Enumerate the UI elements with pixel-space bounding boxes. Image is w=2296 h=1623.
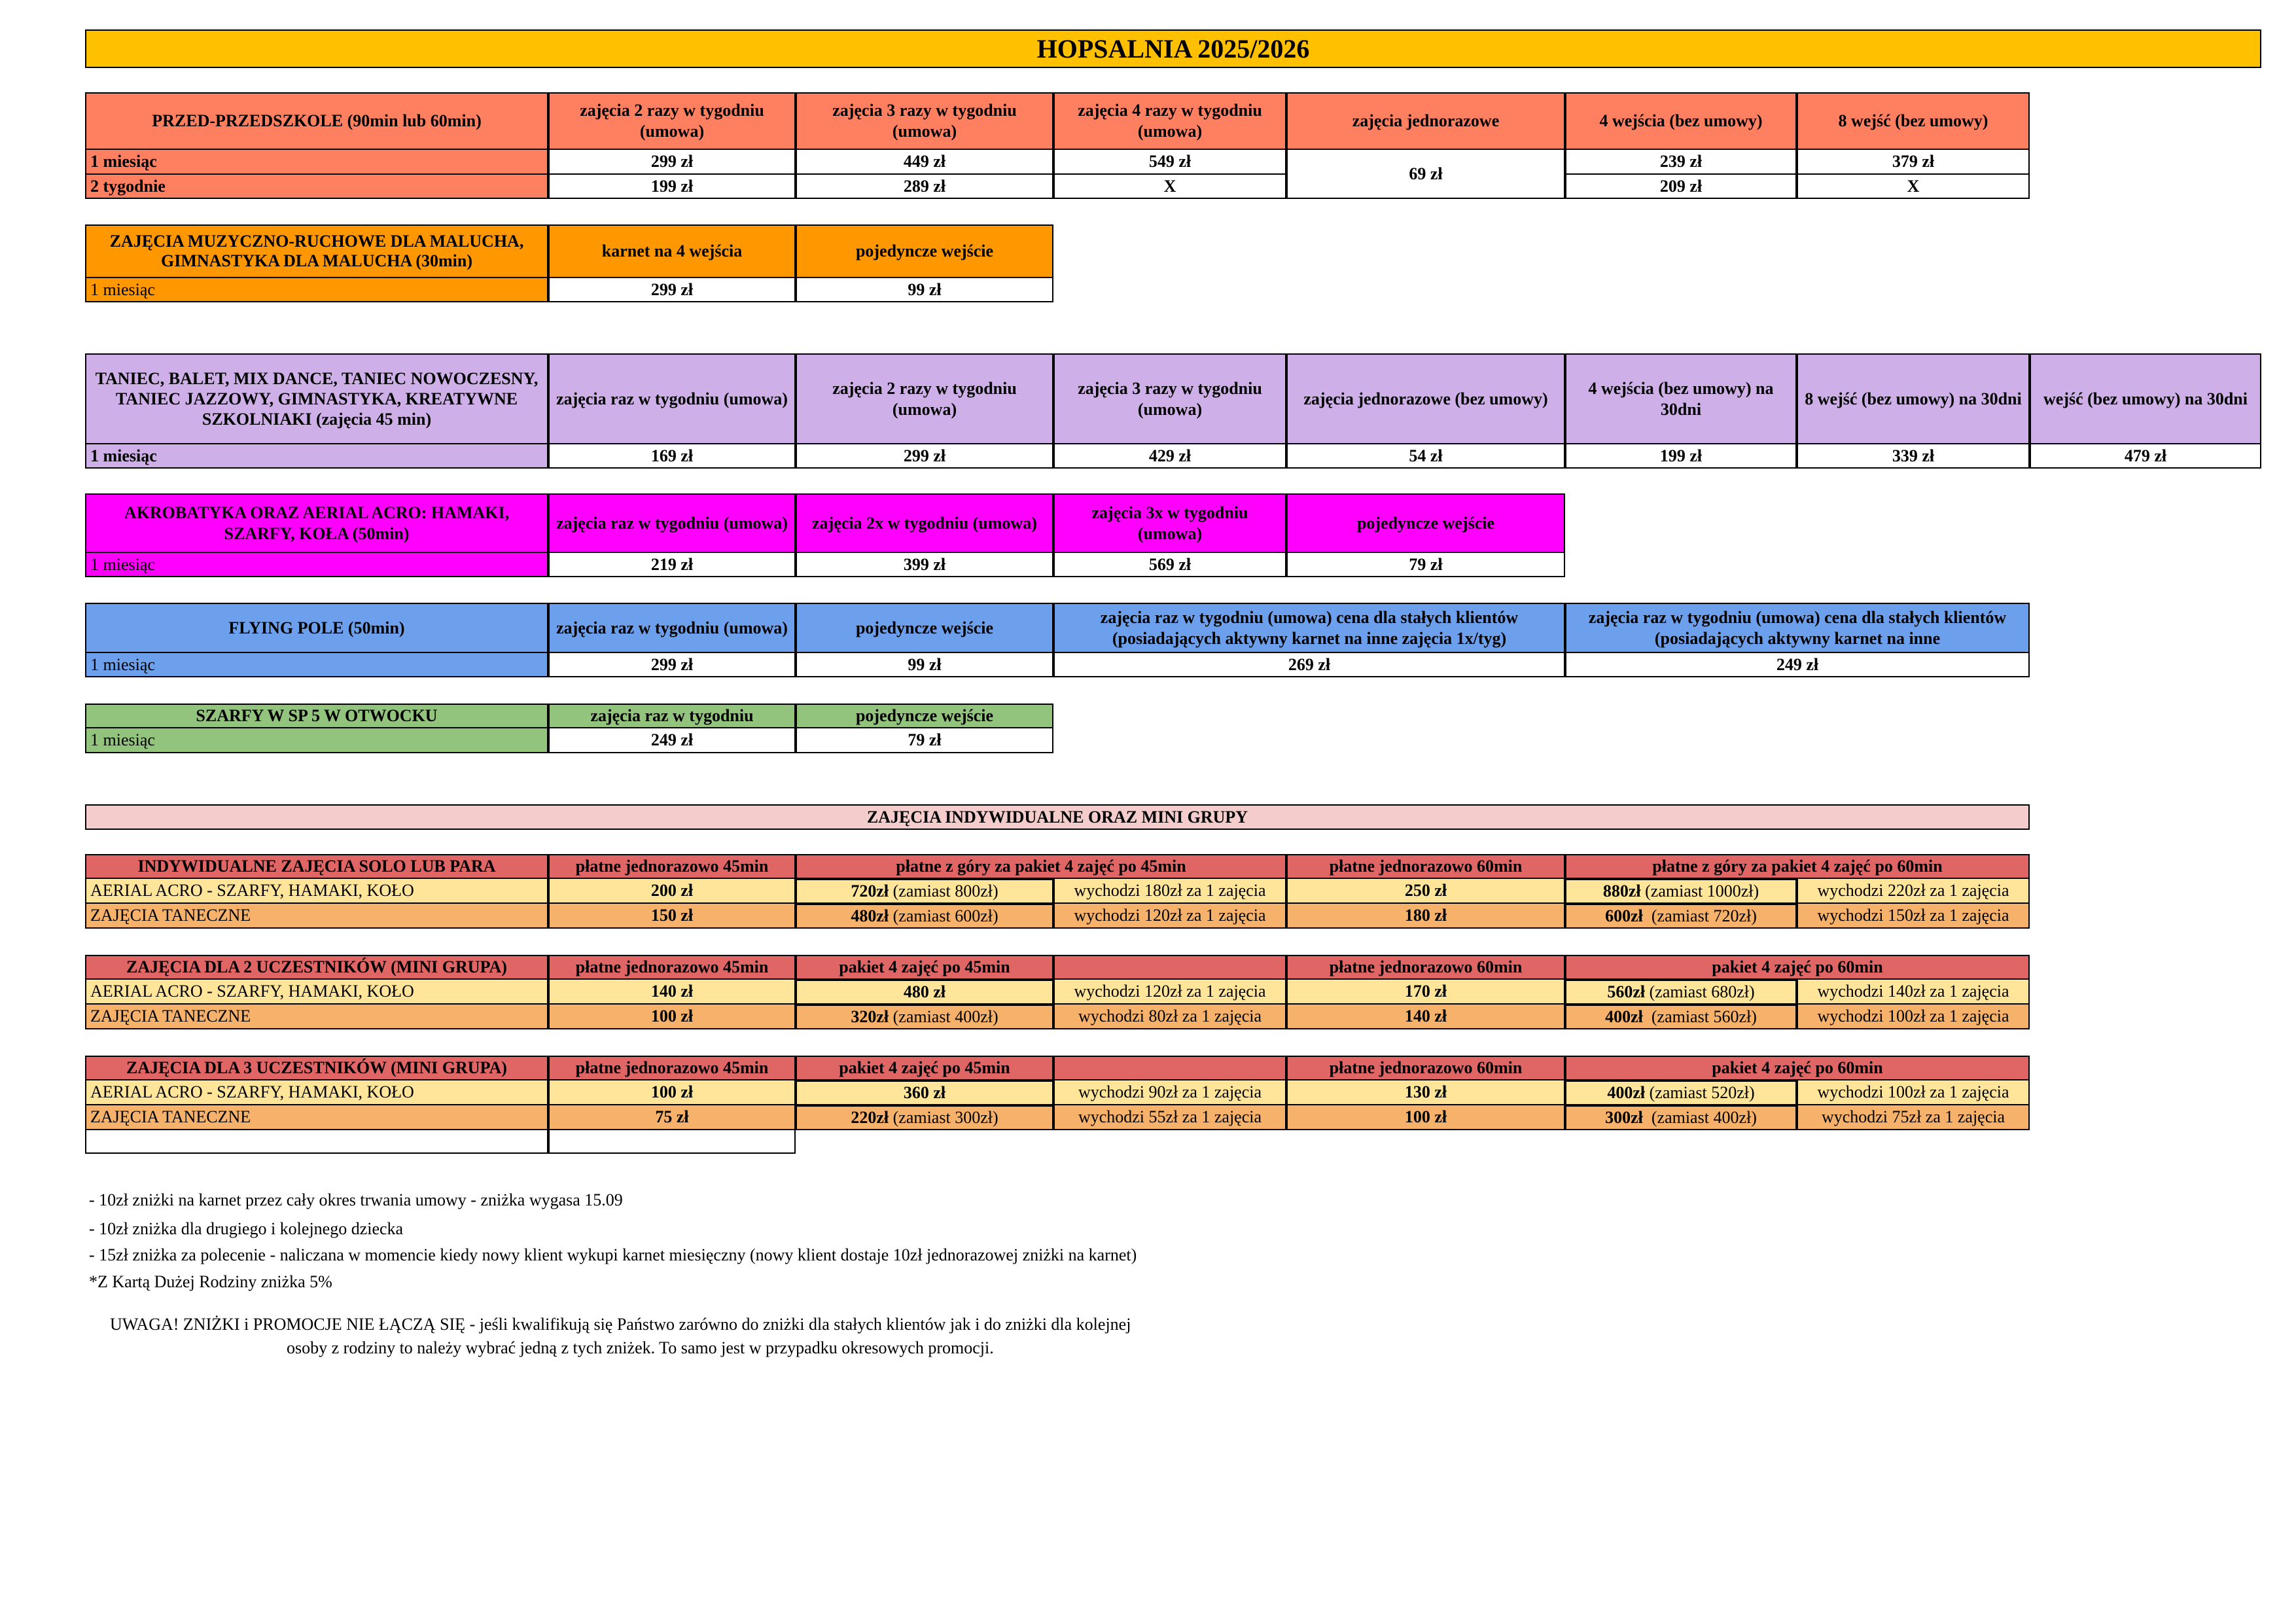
package-price-cell	[1565, 879, 1797, 904]
price-cell-text: 289 zł	[903, 176, 946, 196]
column-header-text: zajęcia jednorazowe (bez umowy)	[1303, 389, 1548, 408]
column-header	[796, 603, 1053, 653]
price-cell-text: 199 zł	[1659, 446, 1703, 465]
row-label	[85, 1005, 548, 1029]
note-discount-contract: - 10zł zniżki na karnet przez cały okres trwania umowy - zniżka wygasa 15.09	[89, 1190, 623, 1209]
price-cell	[796, 728, 1053, 753]
package-price-cell	[1565, 1005, 1797, 1029]
price-cell-text: 339 zł	[1892, 446, 1935, 465]
column-header	[548, 854, 796, 879]
package-price-cell-price: 560zł	[1607, 982, 1646, 1001]
column-header-text: zajęcia 2 razy w tygodniu (umowa)	[832, 378, 1017, 419]
row-label	[85, 150, 548, 175]
section-title-duo-text: ZAJĘCIA DLA 2 UCZESTNIKÓW (MINI GRUPA)	[126, 957, 507, 976]
row-label-text: ZAJĘCIA TANECZNE	[90, 1107, 251, 1126]
price-cell	[1053, 175, 1286, 199]
price-cell	[1053, 653, 1565, 677]
price-cell-text: 140 zł	[650, 982, 694, 1001]
column-header	[1053, 603, 1565, 653]
price-cell	[1286, 879, 1565, 904]
column-header-text: 8 wejść (bez umowy)	[1838, 111, 1988, 130]
page-title	[85, 29, 2261, 68]
column-header-text: zajęcia 4 razy w tygodniu (umowa)	[1078, 101, 1262, 141]
price-cell	[2030, 444, 2261, 469]
column-header	[1565, 854, 2030, 879]
price-cell	[548, 278, 796, 302]
section-title-duo	[85, 955, 548, 980]
row-label	[85, 278, 548, 302]
section-title-flying-pole	[85, 603, 548, 653]
column-header-text: płatne jednorazowo 60min	[1329, 1058, 1523, 1077]
package-price-cell-price: 360 zł	[903, 1083, 946, 1102]
price-cell-text: 54 zł	[1409, 446, 1443, 465]
column-header	[548, 1056, 796, 1080]
column-header	[796, 224, 1053, 278]
package-price-cell	[1565, 1080, 1797, 1105]
column-header-text: zajęcia 3 razy w tygodniu (umowa)	[832, 101, 1017, 141]
price-cell-text: 79 zł	[908, 730, 942, 749]
page-title-text: HOPSALNIA 2025/2026	[1036, 33, 1310, 63]
note-large-family-card: *Z Kartą Dużej Rodziny zniżka 5%	[89, 1272, 332, 1291]
column-header	[1053, 92, 1286, 150]
column-header-text: zajęcia 3 razy w tygodniu (umowa)	[1078, 378, 1262, 419]
price-cell	[548, 904, 796, 929]
package-price-cell-price: 480 zł	[903, 982, 946, 1001]
package-price-cell-price: 480zł	[851, 906, 889, 925]
row-label-text: 1 miesiąc	[90, 654, 155, 674]
price-cell-text: 299 zł	[650, 152, 694, 171]
column-header	[1797, 92, 2030, 150]
column-header	[796, 493, 1053, 553]
price-cell	[1053, 553, 1286, 577]
price-cell-text: 299 zł	[650, 654, 694, 674]
column-header-text: płatne jednorazowo 45min	[575, 1058, 769, 1077]
column-header	[1286, 955, 1565, 980]
column-header-empty	[1053, 955, 1286, 980]
per-class-cell-text: wychodzi 90zł za 1 zajęcia	[1078, 1082, 1262, 1101]
note-discount-referral: - 15zł zniżka za polecenie - naliczana w momencie kiedy nowy klient wykupi karnet miesięczny (nowy klient dostaje 10zł jednorazowej zniżki na karnet)	[89, 1245, 1137, 1264]
price-cell-text: 249 zł	[650, 730, 694, 749]
column-header-text: zajęcia 2x w tygodniu (umowa)	[812, 513, 1037, 533]
price-cell	[548, 150, 796, 175]
column-header-text: 4 wejścia (bez umowy) na 30dni	[1588, 378, 1774, 419]
row-label	[85, 728, 548, 753]
note-discount-sibling: - 10zł zniżka dla drugiego i kolejnego dziecka	[89, 1219, 404, 1238]
section-title-maluch-text: ZAJĘCIA MUZYCZNO-RUCHOWE DLA MALUCHA, GIMNASTYKA DLA MALUCHA (30min)	[109, 232, 524, 270]
column-header-text: zajęcia raz w tygodniu	[590, 706, 754, 725]
section-title-solo	[85, 854, 548, 879]
price-cell-text: 429 zł	[1148, 446, 1192, 465]
per-class-cell	[1053, 1080, 1286, 1105]
column-header-text: pojedyncze wejście	[1356, 513, 1495, 533]
per-class-cell-text: wychodzi 100zł za 1 zajęcia	[1817, 1082, 2009, 1101]
column-header-empty	[1053, 1056, 1286, 1080]
column-header	[1565, 1056, 2030, 1080]
price-cell-text: 479 zł	[2124, 446, 2167, 465]
package-price-cell-price: 600zł	[1605, 906, 1643, 925]
column-header	[1565, 603, 2030, 653]
package-price-cell-price: 300zł	[1605, 1108, 1643, 1127]
price-cell	[1797, 175, 2030, 199]
column-header-text: pakiet 4 zajęć po 45min	[839, 957, 1010, 976]
row-label-text: 2 tygodnie	[90, 176, 166, 196]
per-class-cell-text: wychodzi 75zł za 1 zajęcia	[1821, 1107, 2005, 1126]
per-class-cell	[1053, 980, 1286, 1005]
price-cell	[1286, 1005, 1565, 1029]
price-cell	[1286, 904, 1565, 929]
per-class-cell-text: wychodzi 120zł za 1 zajęcia	[1074, 982, 1266, 1001]
price-cell-text: 75 zł	[655, 1107, 689, 1126]
price-cell-text: 100 zł	[650, 1007, 694, 1026]
per-class-cell	[1797, 879, 2030, 904]
column-header	[1565, 353, 1797, 444]
empty-cell	[85, 1130, 548, 1154]
section-title-flying-pole-text: FLYING POLE (50min)	[228, 618, 405, 637]
column-header-text: 4 wejścia (bez umowy)	[1599, 111, 1763, 130]
price-cell	[548, 444, 796, 469]
price-cell-text: 399 zł	[903, 554, 946, 574]
price-cell-text: 569 zł	[1148, 554, 1192, 574]
price-cell-text: 239 zł	[1659, 152, 1703, 171]
column-header-text: płatne jednorazowo 60min	[1329, 957, 1523, 976]
price-cell	[796, 653, 1053, 677]
package-price-cell-old-price: (zamiast 400zł)	[889, 1007, 998, 1026]
column-header	[548, 493, 796, 553]
per-class-cell	[1053, 1105, 1286, 1130]
price-cell	[1565, 150, 1797, 175]
package-price-cell-price: 880zł	[1602, 882, 1641, 901]
row-label-text: 1 miesiąc	[90, 446, 157, 465]
column-header-text: pakiet 4 zajęć po 45min	[839, 1058, 1010, 1077]
per-class-cell-text: wychodzi 120zł za 1 zajęcia	[1074, 906, 1266, 925]
column-header	[548, 704, 796, 728]
section-title-szarfy-text: SZARFY W SP 5 W OTWOCKU	[196, 706, 438, 725]
price-cell-text: X	[1907, 176, 1920, 196]
price-cell-text: 180 zł	[1404, 906, 1447, 925]
column-header-text: zajęcia 3x w tygodniu (umowa)	[1091, 503, 1248, 543]
column-header	[796, 704, 1053, 728]
column-header-text: płatne z góry za pakiet 4 zajęć po 60min	[1652, 857, 1943, 876]
warning-text-line1: UWAGA! ZNIŻKI i PROMOCJE NIE ŁĄCZĄ SIĘ - jeśli kwalifikują się Państwo zarówno do zniżki dla stałych klientów jak i do zniżki dla kolejnej	[110, 1315, 1131, 1334]
package-price-cell-price: 220zł	[851, 1108, 889, 1127]
per-class-cell	[1797, 1105, 2030, 1130]
price-cell-text: 169 zł	[650, 446, 694, 465]
section-title-przedszkole-text: PRZED-PRZEDSZKOLE (90min lub 60min)	[152, 111, 482, 130]
price-cell	[548, 553, 796, 577]
price-cell	[548, 175, 796, 199]
price-cell-text: 170 zł	[1404, 982, 1447, 1001]
package-price-cell-old-price: (zamiast 520zł)	[1645, 1083, 1755, 1102]
per-class-cell-text: wychodzi 220zł za 1 zajęcia	[1817, 881, 2009, 900]
row-label	[85, 1080, 548, 1105]
section-title-szarfy	[85, 704, 548, 728]
column-header	[548, 92, 796, 150]
section-title-akrobatyka	[85, 493, 548, 553]
column-header	[796, 353, 1053, 444]
price-cell-text: 209 zł	[1659, 176, 1703, 196]
section-title-akrobatyka-text: AKROBATYKA ORAZ AERIAL ACRO: HAMAKI, SZARFY, KOŁA (50min)	[124, 503, 510, 543]
price-cell-text: 100 zł	[1404, 1107, 1447, 1126]
column-header	[1565, 92, 1797, 150]
price-cell	[1797, 444, 2030, 469]
section-title-trio-text: ZAJĘCIA DLA 3 UCZESTNIKÓW (MINI GRUPA)	[126, 1058, 507, 1077]
column-header-text: pojedyncze wejście	[855, 241, 994, 260]
price-cell	[548, 728, 796, 753]
package-price-cell	[1565, 980, 1797, 1005]
row-label	[85, 653, 548, 677]
per-class-cell	[1053, 1005, 1286, 1029]
column-header-text: zajęcia jednorazowe	[1352, 111, 1500, 130]
row-label-text: ZAJĘCIA TANECZNE	[90, 1007, 251, 1026]
section-title-indywidualne	[85, 804, 2030, 830]
price-cell	[548, 1105, 796, 1130]
column-header	[1286, 353, 1565, 444]
package-price-cell	[796, 879, 1053, 904]
column-header	[796, 955, 1053, 980]
column-header	[1053, 353, 1286, 444]
per-class-cell	[1797, 1005, 2030, 1029]
per-class-cell	[1797, 980, 2030, 1005]
price-cell-text: 99 zł	[908, 654, 942, 674]
price-cell	[1565, 175, 1797, 199]
section-title-przedszkole	[85, 92, 548, 150]
column-header-text: zajęcia raz w tygodniu (umowa) cena dla stałych klientów (posiadających aktywny karnet na inne zajęcia 1x/tyg)	[1100, 607, 1519, 648]
column-header-text: płatne z góry za pakiet 4 zajęć po 45min	[896, 857, 1186, 876]
row-label	[85, 175, 548, 199]
column-header-text: płatne jednorazowo 45min	[575, 957, 769, 976]
section-title-indywidualne-text: ZAJĘCIA INDYWIDUALNE ORAZ MINI GRUPY	[866, 807, 1248, 827]
package-price-cell-old-price: (zamiast 600zł)	[889, 906, 998, 925]
package-price-cell	[1565, 1105, 1797, 1130]
per-class-cell	[1053, 879, 1286, 904]
package-price-cell	[796, 1105, 1053, 1130]
price-cell-text: 549 zł	[1148, 152, 1192, 171]
column-header	[796, 854, 1286, 879]
per-class-cell	[1797, 1080, 2030, 1105]
column-header	[548, 224, 796, 278]
column-header	[548, 353, 796, 444]
section-title-trio	[85, 1056, 548, 1080]
row-label-text: 1 miesiąc	[90, 554, 155, 574]
price-cell-text: 150 zł	[650, 906, 694, 925]
section-title-taniec-text: TANIEC, BALET, MIX DANCE, TANIEC NOWOCZESNY, TANIEC JAZZOWY, GIMNASTYKA, KREATYWNE SZKOLNIAKI (zajęcia 45 min)	[95, 369, 539, 429]
column-header-text: zajęcia raz w tygodniu (umowa)	[556, 513, 788, 533]
column-header-text: karnet na 4 wejścia	[601, 241, 743, 260]
package-price-cell	[796, 980, 1053, 1005]
column-header-text: płatne jednorazowo 60min	[1329, 857, 1523, 876]
package-price-cell	[796, 1080, 1053, 1105]
price-cell-text: 199 zł	[650, 176, 694, 196]
price-cell-text: 130 zł	[1404, 1082, 1447, 1101]
package-price-cell	[796, 904, 1053, 929]
price-cell-text: 99 zł	[908, 279, 942, 299]
column-header-text: pakiet 4 zajęć po 60min	[1712, 957, 1883, 976]
per-class-cell	[1797, 904, 2030, 929]
row-label	[85, 1105, 548, 1130]
price-cell-text: 100 zł	[650, 1082, 694, 1101]
row-label-text: AERIAL ACRO - SZARFY, HAMAKI, KOŁO	[90, 982, 414, 1001]
package-price-cell-old-price: (zamiast 800zł)	[889, 882, 998, 901]
package-price-cell-old-price: (zamiast 400zł)	[1642, 1108, 1757, 1127]
price-cell	[548, 653, 796, 677]
warning-text-line2: osoby z rodziny to należy wybrać jedną z tych zniżek. To samo jest w przypadku okresowych promocji.	[287, 1338, 994, 1357]
price-cell-text: 299 zł	[650, 279, 694, 299]
price-cell-text: 140 zł	[1404, 1007, 1447, 1026]
column-header	[1286, 493, 1565, 553]
price-cell-text: 379 zł	[1892, 152, 1935, 171]
price-cell	[1565, 653, 2030, 677]
package-price-cell-price: 400zł	[1605, 1007, 1643, 1026]
price-cell-single	[1286, 150, 1565, 199]
price-cell-text: 269 zł	[1288, 654, 1331, 674]
section-title-solo-text: INDYWIDUALNE ZAJĘCIA SOLO LUB PARA	[137, 857, 496, 876]
column-header	[2030, 353, 2261, 444]
price-cell-text: 299 zł	[903, 446, 946, 465]
row-label-text: 1 miesiąc	[90, 152, 157, 171]
price-cell	[1286, 1105, 1565, 1130]
price-cell	[548, 1080, 796, 1105]
price-cell	[1565, 444, 1797, 469]
column-header	[1565, 955, 2030, 980]
price-cell-text: X	[1163, 176, 1176, 196]
row-label-text: ZAJĘCIA TANECZNE	[90, 906, 251, 925]
package-price-cell	[796, 1005, 1053, 1029]
row-label	[85, 904, 548, 929]
package-price-cell-old-price: (zamiast 680zł)	[1645, 982, 1755, 1001]
column-header	[1053, 493, 1286, 553]
column-header	[548, 603, 796, 653]
package-price-cell-price: 400zł	[1607, 1083, 1646, 1102]
row-label-text: AERIAL ACRO - SZARFY, HAMAKI, KOŁO	[90, 1082, 414, 1101]
column-header-text: zajęcia raz w tygodniu (umowa)	[556, 389, 788, 408]
empty-cell	[548, 1130, 796, 1154]
price-cell	[548, 980, 796, 1005]
row-label-text: 1 miesiąc	[90, 730, 155, 749]
price-cell-text: 249 zł	[1776, 654, 1819, 674]
price-cell-single-text: 69 zł	[1409, 164, 1443, 183]
per-class-cell	[1053, 904, 1286, 929]
price-cell	[1797, 150, 2030, 175]
column-header-text: pojedyncze wejście	[855, 618, 994, 637]
column-header	[796, 1056, 1053, 1080]
per-class-cell-text: wychodzi 80zł za 1 zajęcia	[1078, 1007, 1262, 1026]
price-cell	[796, 278, 1053, 302]
column-header-text: pakiet 4 zajęć po 60min	[1712, 1058, 1883, 1077]
column-header-text: płatne jednorazowo 45min	[575, 857, 769, 876]
column-header-text: zajęcia raz w tygodniu (umowa) cena dla stałych klientów (posiadających aktywny karnet na inne	[1588, 607, 2007, 648]
price-cell	[796, 175, 1053, 199]
column-header	[1286, 1056, 1565, 1080]
section-title-taniec	[85, 353, 548, 444]
package-price-cell-price: 320zł	[851, 1007, 889, 1026]
price-cell	[1286, 444, 1565, 469]
column-header	[1286, 92, 1565, 150]
price-cell	[548, 879, 796, 904]
column-header	[1797, 353, 2030, 444]
price-cell-text: 449 zł	[903, 152, 946, 171]
section-title-maluch	[85, 224, 548, 278]
package-price-cell	[1565, 904, 1797, 929]
price-cell	[1053, 150, 1286, 175]
per-class-cell-text: wychodzi 55zł za 1 zajęcia	[1078, 1107, 1262, 1126]
column-header-text: 8 wejść (bez umowy) na 30dni	[1805, 389, 2022, 408]
column-header-text: pojedyncze wejście	[855, 706, 994, 725]
price-cell	[1286, 1080, 1565, 1105]
column-header-text: zajęcia raz w tygodniu (umowa)	[556, 618, 788, 637]
price-cell-text: 250 zł	[1404, 881, 1447, 900]
row-label	[85, 553, 548, 577]
package-price-cell-price: 720zł	[851, 882, 889, 901]
package-price-cell-old-price: (zamiast 720zł)	[1642, 906, 1757, 925]
package-price-cell-old-price: (zamiast 1000zł)	[1640, 882, 1759, 901]
price-cell	[796, 553, 1053, 577]
column-header-text: zajęcia 2 razy w tygodniu (umowa)	[580, 101, 764, 141]
column-header	[796, 92, 1053, 150]
row-label-text: AERIAL ACRO - SZARFY, HAMAKI, KOŁO	[90, 881, 414, 900]
package-price-cell-old-price: (zamiast 560zł)	[1642, 1007, 1757, 1026]
column-header	[1286, 854, 1565, 879]
row-label	[85, 980, 548, 1005]
price-cell	[796, 444, 1053, 469]
per-class-cell-text: wychodzi 150zł za 1 zajęcia	[1817, 906, 2009, 925]
per-class-cell-text: wychodzi 140zł za 1 zajęcia	[1817, 982, 2009, 1001]
row-label-text: 1 miesiąc	[90, 279, 155, 299]
price-cell-text: 79 zł	[1409, 554, 1443, 574]
price-cell-text: 219 zł	[650, 554, 694, 574]
row-label	[85, 879, 548, 904]
package-price-cell-old-price: (zamiast 300zł)	[889, 1108, 998, 1127]
price-cell	[1286, 980, 1565, 1005]
per-class-cell-text: wychodzi 100zł za 1 zajęcia	[1817, 1007, 2009, 1026]
price-cell	[1286, 553, 1565, 577]
column-header-text: wejść (bez umowy) na 30dni	[2043, 389, 2248, 408]
price-cell	[796, 150, 1053, 175]
price-cell	[548, 1005, 796, 1029]
price-cell	[1053, 444, 1286, 469]
column-header	[548, 955, 796, 980]
row-label	[85, 444, 548, 469]
price-cell-text: 200 zł	[650, 881, 694, 900]
per-class-cell-text: wychodzi 180zł za 1 zajęcia	[1074, 881, 1266, 900]
